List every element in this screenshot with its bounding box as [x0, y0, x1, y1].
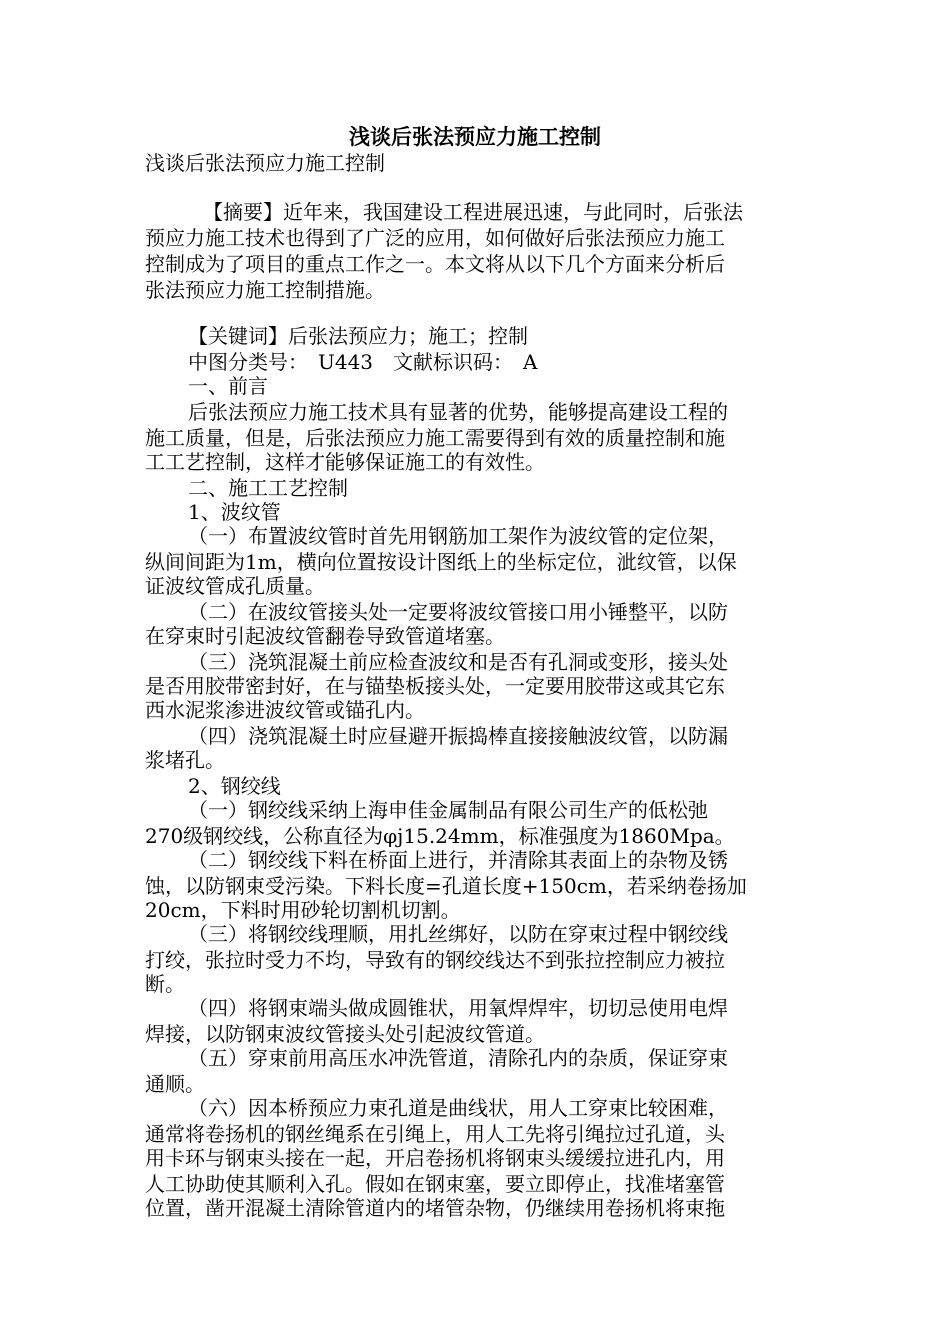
paragraph-line: 在穿束时引起波纹管翻卷导致管道堵塞。 [145, 624, 505, 648]
subsection-heading: 1、波纹管 [188, 500, 281, 524]
paragraph-line: 工工艺控制，这样才能够保证施工的有效性。 [145, 450, 545, 474]
paragraph-line: （一）钢绞线采纳上海申佳金属制品有限公司生产的低松弛 [188, 798, 708, 822]
paragraph-line: （二）在波纹管接头处一定要将波纹管接口用小锤整平，以防 [188, 600, 728, 624]
paragraph-line: 证波纹管成孔质量。 [145, 574, 325, 598]
abstract-line: 张法预应力施工控制措施。 [145, 278, 385, 302]
paragraph-line: 纵间间距为1m，横向位置按设计图纸上的坐标定位，泚纹管，以保 [145, 550, 737, 574]
document-title: 浅谈后张法预应力施工控制 [349, 125, 601, 149]
section-heading: 二、施工工艺控制 [188, 476, 348, 500]
paragraph-line: 后张法预应力施工技术具有显著的优势，能够提高建设工程的 [188, 400, 728, 424]
abstract-line: 【摘要】近年来，我国建设工程进展迅速，与此同时，后张法 [203, 200, 743, 224]
paragraph-line: （三）将钢绞线理顺，用扎丝绑好，以防在穿束过程中钢绞线 [188, 922, 728, 946]
paragraph-line: 焊接，以防钢束波纹管接头处引起波纹管道。 [145, 1022, 545, 1046]
paragraph-line: 断。 [145, 972, 185, 996]
paragraph-line: 20cm，下料时用砂轮切割机切割。 [145, 898, 461, 922]
paragraph-line: 用卡环与钢束头接在一起，开启卷扬机将钢束头缓缓拉进孔内，用 [145, 1146, 725, 1170]
paragraph-line: 位置，凿开混凝土清除管道内的堵管杂物，仍继续用卷扬机将束拖 [145, 1196, 725, 1220]
paragraph-line: 人工协助使其顺利入孔。假如在钢束塞，要立即停止，找准堵塞管 [145, 1172, 725, 1196]
subsection-heading: 2、钢绞线 [188, 774, 281, 798]
paragraph-line: （五）穿束前用高压水冲洗管道，清除孔内的杂质，保证穿束 [188, 1046, 728, 1070]
paragraph-line: （二）钢绞线下料在桥面上进行，并清除其表面上的杂物及锈 [188, 848, 728, 872]
paragraph-line: （四）将钢束端头做成圆锥状，用氧焊焊牢，切切忌使用电焊 [188, 996, 728, 1020]
paragraph-line: 270级钢绞线，公称直径为φj15.24mm，标准强度为1860Mpa。 [145, 824, 735, 848]
keywords: 【关键词】后张法预应力；施工；控制 [188, 324, 528, 348]
paragraph-line: （三）浇筑混凝土前应检查波纹和是否有孔洞或变形，接头处 [188, 650, 728, 674]
section-heading: 一、前言 [188, 374, 268, 398]
paragraph-line: 打绞，张拉时受力不均，导致有的钢绞线达不到张拉控制应力被拉 [145, 948, 725, 972]
document-subtitle: 浅谈后张法预应力施工控制 [145, 151, 385, 175]
paragraph-line: （四）浇筑混凝土时应昼避开振捣棒直接接触波纹管，以防漏 [188, 724, 728, 748]
abstract-line: 预应力施工技术也得到了广泛的应用，如何做好后张法预应力施工 [145, 226, 725, 250]
paragraph-line: 浆堵孔。 [145, 748, 225, 772]
paragraph-line: 通顺。 [145, 1072, 205, 1096]
paragraph-line: 是否用胶带密封好，在与锚垫板接头处，一定要用胶带这或其它东 [145, 674, 725, 698]
paragraph-line: 通常将卷扬机的钢丝绳系在引绳上，用人工先将引绳拉过孔道，头 [145, 1122, 725, 1146]
paragraph-line: 施工质量，但是，后张法预应力施工需要得到有效的质量控制和施 [145, 426, 725, 450]
abstract-line: 控制成为了项目的重点工作之一。本文将从以下几个方面来分析后 [145, 252, 725, 276]
paragraph-line: （六）因本桥预应力束孔道是曲线状，用人工穿束比较困难， [188, 1096, 728, 1120]
paragraph-line: 蚀，以防钢束受污染。下料长度=孔道长度+150cm，若采纳卷扬加 [145, 874, 747, 898]
paragraph-line: 西水泥浆渗进波纹管或锚孔内。 [145, 698, 425, 722]
classification: 中图分类号： U443 文献标识码： A [188, 350, 538, 374]
paragraph-line: （一）布置波纹管时首先用钢筋加工架作为波纹管的定位架， [188, 524, 728, 548]
